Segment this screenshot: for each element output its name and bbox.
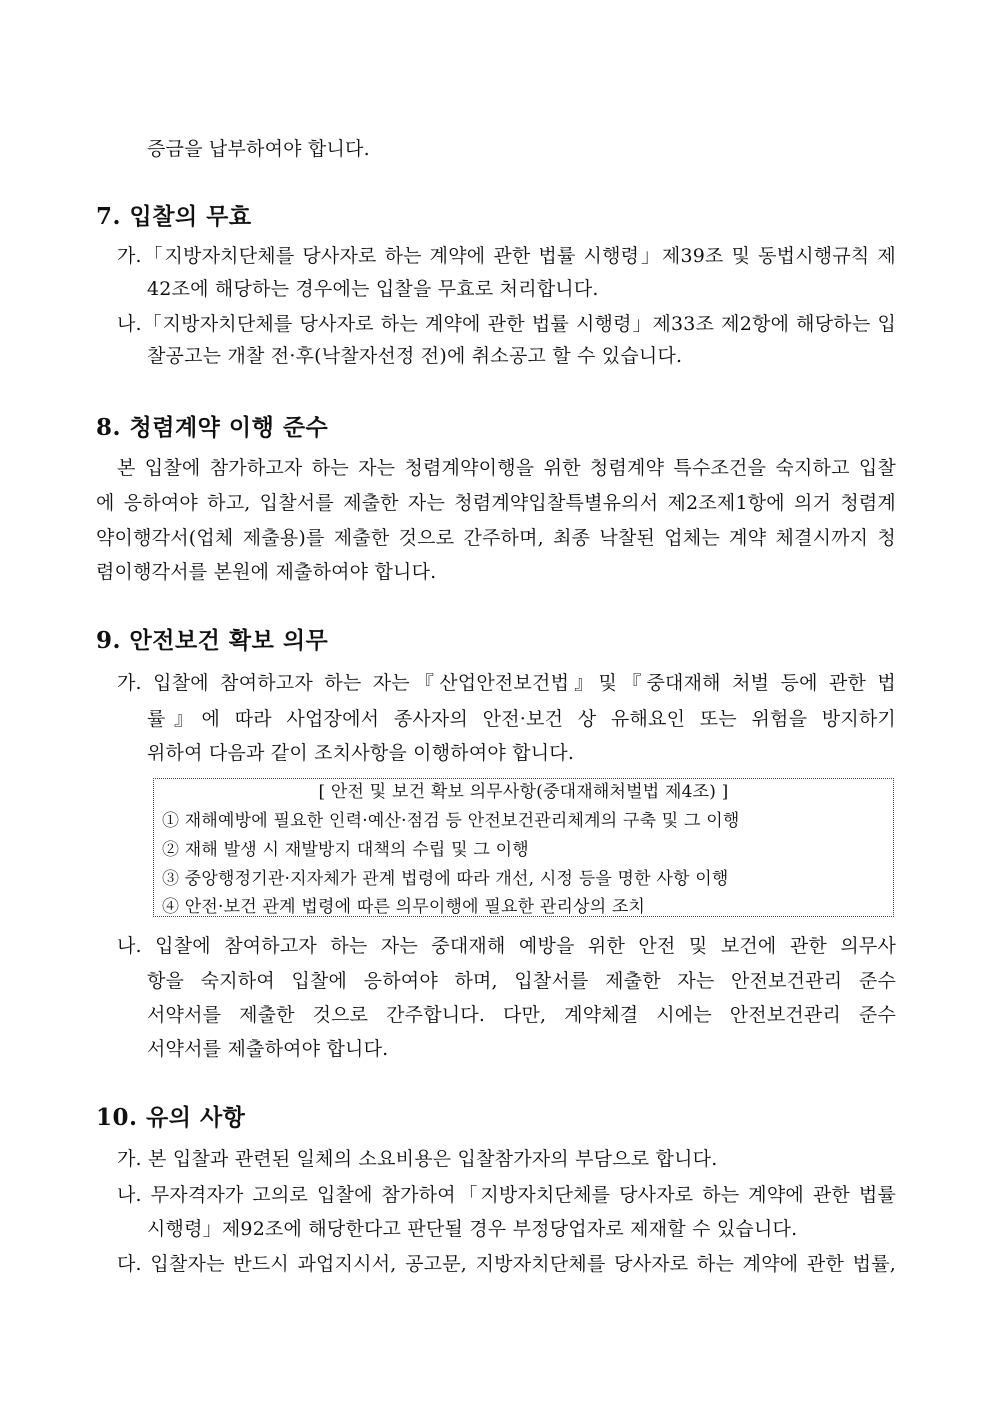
section-9-item-a-line-2: 률』에 따라 사업장에서 종사자의 안전·보건 상 유해요인 또는 위험을 방지하기 [147,708,896,730]
section-7-item-a-line-2: 42조에 해당하는 경우에는 입찰을 무효로 처리합니다. [147,278,599,300]
section-10-item-b-line-2: 시행령」제92조에 해당한다고 판단될 경우 부정당업자로 제재할 수 있습니다. [147,1218,798,1240]
section-9-heading: 9. 안전보건 확보 의무 [96,627,329,654]
section-8-paragraph-line-3: 약이행각서(업체 제출용)를 제출한 것으로 간주하며, 최종 낙찰된 업체는 계약 체결시까지 청 [96,527,896,549]
section-10-item-a-line-1: 가. 본 입찰과 관련된 일체의 소요비용은 입찰참가자의 부담으로 합니다. [117,1148,718,1170]
section-7-heading: 7. 입찰의 무효 [96,203,252,230]
safety-box-item-3: ③ 중앙행정기관·지자체가 관계 법령에 따라 개선, 시정 등을 명한 사항 이행 [162,869,729,889]
section-7-item-b-line-2: 찰공고는 개찰 전·후(낙찰자선정 전)에 취소공고 할 수 있습니다. [147,345,683,367]
section-9-item-a-line-1: 가. 입찰에 참여하고자 하는 자는『산업안전보건법』및『중대재해 처벌 등에 관한 법 [117,672,896,694]
section-9-item-b-line-4: 서약서를 제출하여야 합니다. [147,1038,389,1060]
safety-box-item-2: ② 재해 발생 시 재발방지 대책의 수립 및 그 이행 [162,840,529,860]
section-8-paragraph-line-1: 본 입찰에 참가하고자 하는 자는 청렴계약이행을 위한 청렴계약 특수조건을 숙지하고 입찰 [117,457,896,479]
section-9-item-a-line-3: 위하여 다음과 같이 조치사항을 이행하여야 합니다. [147,742,575,764]
safety-obligations-box [153,778,894,917]
section-8-paragraph-line-4: 렴이행각서를 본원에 제출하여야 합니다. [96,561,437,583]
section-8-paragraph-line-2: 에 응하여야 하고, 입찰서를 제출한 자는 청렴계약입찰특별유의서 제2조제1항에 의거 청렴계 [96,492,896,514]
section-9-item-b-line-2: 항을 숙지하여 입찰에 응하여야 하며, 입찰서를 제출한 자는 안전보건관리 준수 [147,970,897,992]
section-10-heading: 10. 유의 사항 [96,1104,246,1131]
section-8-heading: 8. 청렴계약 이행 준수 [96,414,329,441]
section-7-item-b-line-1: 나.「지방자치단체를 당사자로 하는 계약에 관한 법률 시행령」제33조 제2항에 해당하는 입 [117,313,896,335]
section-7-item-a-line-1: 가.「지방자치단체를 당사자로 하는 계약에 관한 법률 시행령」제39조 및 동법시행규칙 제 [117,245,896,267]
safety-box-item-4: ④ 안전·보건 관계 법령에 따른 의무이행에 필요한 관리상의 조치 [162,897,646,917]
section-10-item-b-line-1: 나. 무자격자가 고의로 입찰에 참가하여「지방자치단체를 당사자로 하는 계약에 관한 법률 [117,1184,896,1206]
intro-line: 증금을 납부하여야 합니다. [147,138,370,160]
section-9-item-b-line-3: 서약서를 제출한 것으로 간주합니다. 다만, 계약체결 시에는 안전보건관리 준수 [147,1004,896,1026]
safety-box-item-1: ① 재해예방에 필요한 인력·예산·점검 등 안전보건관리체계의 구축 및 그 이행 [162,811,740,831]
section-10-item-c-line-1: 다. 입찰자는 반드시 과업지시서, 공고문, 지방자치단체를 당사자로 하는 계약에 관한 법률, [117,1253,896,1275]
safety-box-title: [ 안전 및 보건 확보 의무사항(중대재해처벌법 제4조) ] [318,782,729,802]
section-9-item-b-line-1: 나. 입찰에 참여하고자 하는 자는 중대재해 예방을 위한 안전 및 보건에 관한 의무사 [117,935,896,957]
